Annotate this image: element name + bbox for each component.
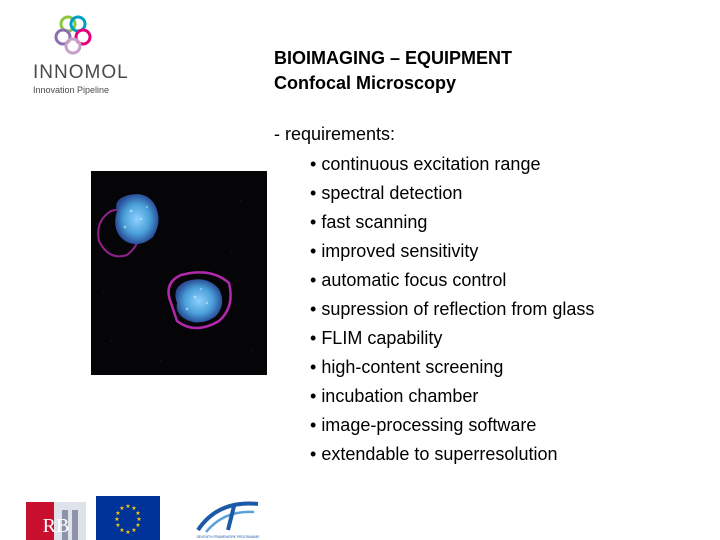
svg-text:★: ★	[125, 529, 131, 536]
fp7-logo-text: SEVENTH FRAMEWORK PROGRAMME	[196, 535, 260, 539]
svg-text:★: ★	[119, 505, 125, 512]
title-line-2: Confocal Microscopy	[274, 73, 457, 93]
svg-text:★: ★	[135, 510, 141, 517]
list-item: • automatic focus control	[310, 266, 594, 295]
list-item: • supression of reflection from glass	[310, 295, 594, 324]
slide-title	[274, 46, 512, 96]
logo-tagline: Innovation Pipeline	[33, 85, 110, 95]
fp7-logo	[188, 496, 268, 540]
svg-text:★: ★	[115, 522, 121, 529]
list-item: • fast scanning	[310, 208, 594, 237]
requirements-list	[310, 150, 594, 469]
svg-text:★: ★	[131, 527, 137, 534]
eu-flag-icon	[96, 496, 160, 540]
list-item: • high-content screening	[310, 353, 594, 382]
list-item: • extendable to superresolution	[310, 440, 594, 469]
title-line-1: BIOIMAGING – EQUIPMENT	[274, 48, 513, 68]
requirements-heading: - requirements:	[274, 124, 396, 144]
confocal-cell-image	[91, 171, 267, 375]
svg-text:★: ★	[125, 503, 131, 510]
rb-logo-text: RB	[42, 515, 70, 537]
logo-brand-prefix: INNO	[33, 62, 85, 83]
logo-wordmark	[33, 62, 129, 84]
svg-text:★: ★	[114, 516, 120, 523]
svg-text:★: ★	[131, 505, 137, 512]
list-item: • improved sensitivity	[310, 237, 594, 266]
list-item: • FLIM capability	[310, 324, 594, 353]
list-item: • incubation chamber	[310, 382, 594, 411]
list-item: • image-processing software	[310, 411, 594, 440]
svg-text:★: ★	[135, 522, 141, 529]
svg-text:★: ★	[119, 527, 125, 534]
svg-text:★: ★	[136, 516, 142, 523]
logo-brand-suffix: MOL	[84, 62, 129, 83]
rb-logo	[26, 496, 86, 540]
list-item: • spectral detection	[310, 179, 594, 208]
svg-text:★: ★	[115, 510, 121, 517]
list-item: • continuous excitation range	[310, 150, 594, 179]
